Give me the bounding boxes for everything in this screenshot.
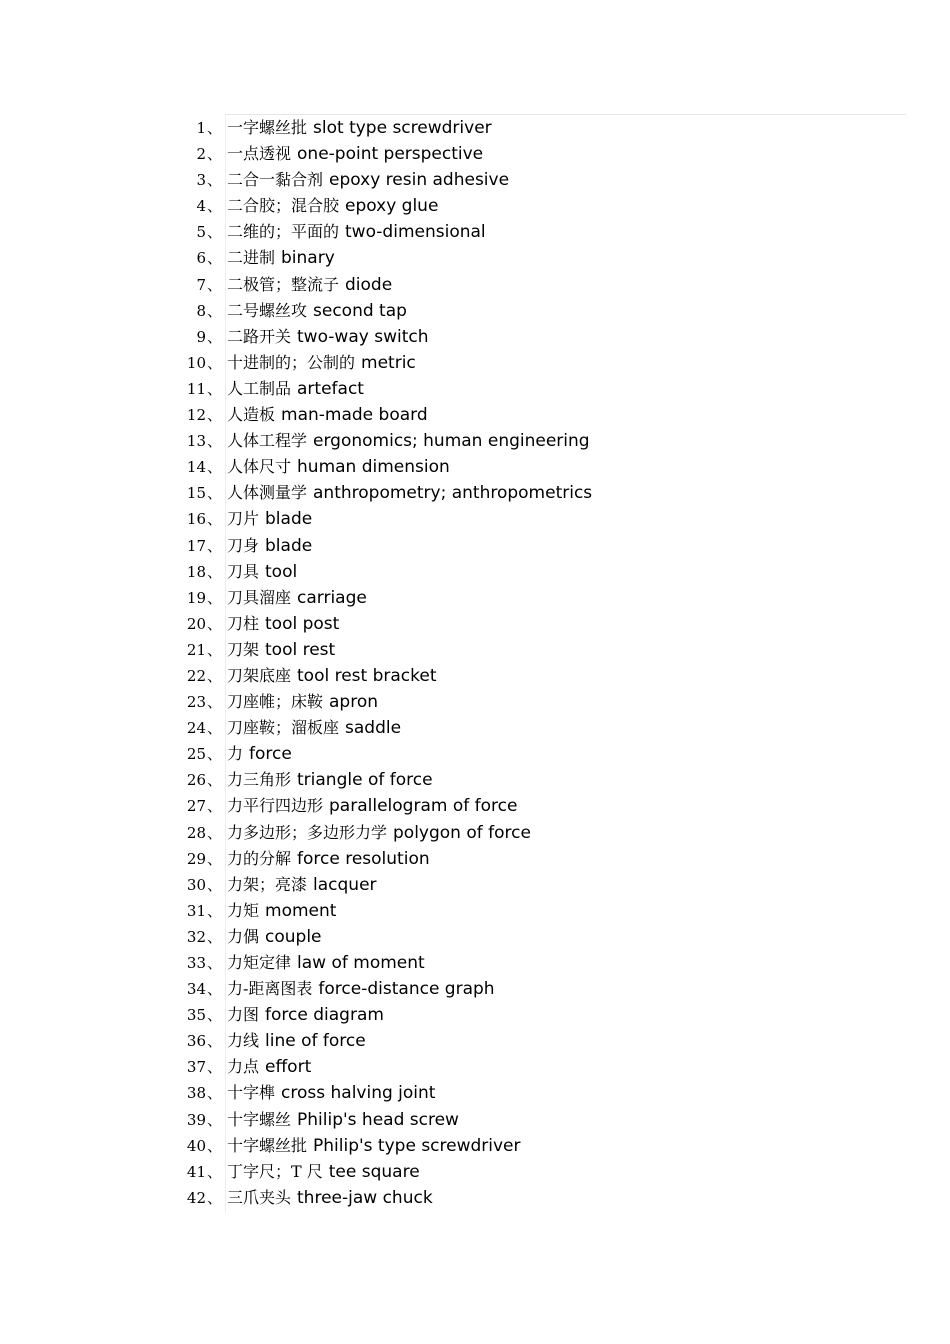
list-item xyxy=(160,741,906,767)
entry-number: 10 xyxy=(186,353,206,372)
entry-english-term: moment xyxy=(265,900,337,921)
entry-chinese-term: 二号螺丝攻 xyxy=(227,300,308,320)
list-item xyxy=(160,324,906,350)
entry-chinese-term: 力三角形 xyxy=(227,770,292,790)
list-item xyxy=(160,1133,906,1159)
list-item xyxy=(160,272,906,298)
entry-number: 28 xyxy=(186,823,206,842)
entry-english-term: couple xyxy=(265,926,322,947)
entry-chinese-term: 力平行四边形 xyxy=(227,796,324,816)
entry-number: 16 xyxy=(186,510,206,529)
list-item xyxy=(160,820,906,846)
entry-separator: 、 xyxy=(207,849,223,868)
list-item xyxy=(160,115,906,141)
list-item xyxy=(160,350,906,376)
entry-separator: 、 xyxy=(207,1110,223,1129)
entry-separator: 、 xyxy=(207,171,223,190)
entry-english-term: cross halving joint xyxy=(281,1083,436,1104)
list-item xyxy=(160,793,906,819)
entry-chinese-term: 二合胶；混合胶 xyxy=(227,196,340,216)
entry-number: 1 xyxy=(196,119,206,137)
list-item xyxy=(160,689,906,715)
entry-separator: 、 xyxy=(207,432,223,451)
entry-english-term: artefact xyxy=(297,378,364,399)
entry-separator: 、 xyxy=(207,640,223,659)
entry-english-term: anthropometry; anthropometrics xyxy=(313,483,593,504)
entry-chinese-term: 力偶 xyxy=(227,926,260,946)
entry-number: 27 xyxy=(186,797,206,816)
entry-separator: 、 xyxy=(207,980,223,999)
entry-separator: 、 xyxy=(207,458,223,477)
entry-chinese-term: 刀架 xyxy=(227,639,260,659)
entry-number: 14 xyxy=(186,458,206,477)
entry-chinese-term: 刀柱 xyxy=(227,613,260,633)
list-item xyxy=(160,506,906,532)
entry-number: 33 xyxy=(186,954,206,972)
entry-chinese-term: 力线 xyxy=(227,1031,260,1051)
entry-number: 24 xyxy=(186,719,206,738)
list-item xyxy=(160,1107,906,1133)
entry-number: 41 xyxy=(186,1162,206,1181)
entry-english-term: force diagram xyxy=(265,1005,384,1026)
entry-english-term: effort xyxy=(265,1057,312,1078)
entry-separator: 、 xyxy=(207,1084,223,1103)
entry-number: 37 xyxy=(186,1058,206,1077)
entry-chinese-term: 一点透视 xyxy=(227,144,292,164)
entry-separator: 、 xyxy=(207,693,223,712)
entry-separator: 、 xyxy=(207,510,223,529)
entry-chinese-term: 刀座鞍；溜板座 xyxy=(227,718,340,738)
list-item xyxy=(160,924,906,950)
list-item xyxy=(160,898,906,924)
entry-english-term: force resolution xyxy=(297,848,430,869)
entry-separator: 、 xyxy=(207,1162,223,1181)
entry-chinese-term: 力多边形；多边形力学 xyxy=(227,822,388,842)
entry-number: 38 xyxy=(186,1084,206,1103)
entry-separator: 、 xyxy=(207,1136,223,1155)
list-item xyxy=(160,611,906,637)
entry-separator: 、 xyxy=(207,379,223,398)
entry-english-term: line of force xyxy=(265,1031,366,1052)
entry-chinese-term: 二路开关 xyxy=(227,326,292,346)
entry-english-term: second tap xyxy=(313,300,407,321)
entry-number: 35 xyxy=(186,1006,206,1025)
entry-number: 21 xyxy=(186,640,206,659)
entry-separator: 、 xyxy=(207,249,223,268)
list-item xyxy=(160,402,906,428)
entry-chinese-term: 人工制品 xyxy=(227,378,292,398)
entry-chinese-term: 力的分解 xyxy=(227,848,292,868)
entry-english-term: human dimension xyxy=(297,457,450,478)
entry-number: 3 xyxy=(196,171,206,190)
entry-number: 13 xyxy=(186,432,206,451)
entry-english-term: diode xyxy=(345,274,393,295)
entry-separator: 、 xyxy=(207,562,223,581)
list-item xyxy=(160,219,906,245)
entry-chinese-term: 刀片 xyxy=(227,509,260,529)
entry-english-term: lacquer xyxy=(313,874,377,895)
entry-english-term: tool xyxy=(265,561,298,582)
entry-separator: 、 xyxy=(207,745,223,764)
entry-english-term: saddle xyxy=(345,718,402,739)
entry-separator: 、 xyxy=(207,771,223,790)
list-item xyxy=(160,1054,906,1080)
entry-separator: 、 xyxy=(207,588,223,607)
entry-chinese-term: 二维的；平面的 xyxy=(227,222,340,242)
list-item xyxy=(160,976,906,1002)
glossary-list xyxy=(160,115,906,1211)
entry-english-term: triangle of force xyxy=(297,770,433,791)
list-item xyxy=(160,167,906,193)
entry-chinese-term: 十字螺丝批 xyxy=(227,1135,308,1155)
entry-english-term: two-way switch xyxy=(297,326,429,347)
list-item xyxy=(160,480,906,506)
entry-separator: 、 xyxy=(207,927,223,946)
entry-english-term: polygon of force xyxy=(393,822,531,843)
entry-separator: 、 xyxy=(207,823,223,842)
entry-chinese-term: 人体工程学 xyxy=(227,431,308,451)
list-item xyxy=(160,559,906,585)
entry-chinese-term: 力矩定律 xyxy=(227,953,292,972)
entry-chinese-term: 十字螺丝 xyxy=(227,1109,292,1129)
entry-number: 25 xyxy=(186,745,206,764)
list-item xyxy=(160,1080,906,1106)
entry-chinese-term: 二合一黏合剂 xyxy=(227,170,324,190)
list-item xyxy=(160,1002,906,1028)
entry-english-term: apron xyxy=(329,692,379,713)
entry-separator: 、 xyxy=(207,1032,223,1051)
list-item xyxy=(160,298,906,324)
entry-chinese-term: 二进制 xyxy=(227,248,276,268)
entry-english-term: three-jaw chuck xyxy=(297,1187,433,1208)
list-item xyxy=(160,193,906,219)
entry-english-term: ergonomics; human engineering xyxy=(313,431,590,452)
entry-english-term: tool rest bracket xyxy=(297,665,437,686)
entry-english-term: carriage xyxy=(297,587,367,608)
entry-chinese-term: 刀具 xyxy=(227,561,260,581)
entry-separator: 、 xyxy=(207,1058,223,1077)
list-item xyxy=(160,1159,906,1185)
entry-number: 11 xyxy=(186,379,206,398)
entry-separator: 、 xyxy=(207,536,223,555)
list-item xyxy=(160,767,906,793)
entry-separator: 、 xyxy=(207,666,223,685)
entry-separator: 、 xyxy=(207,1006,223,1025)
entry-english-term: epoxy glue xyxy=(345,196,439,217)
list-item xyxy=(160,715,906,741)
entry-separator: 、 xyxy=(207,145,223,164)
entry-separator: 、 xyxy=(207,1188,223,1207)
entry-number: 29 xyxy=(186,849,206,868)
entry-separator: 、 xyxy=(207,223,223,242)
entry-separator: 、 xyxy=(207,954,223,972)
entry-chinese-term: 十字榫 xyxy=(227,1083,276,1103)
entry-chinese-term: 力点 xyxy=(227,1057,260,1077)
entry-chinese-term: 丁字尺；T 尺 xyxy=(227,1161,323,1181)
entry-english-term: force xyxy=(249,744,292,765)
entry-english-term: parallelogram of force xyxy=(329,796,518,817)
entry-number: 30 xyxy=(186,875,206,894)
entry-chinese-term: 刀身 xyxy=(227,535,260,555)
entry-chinese-term: 刀架底座 xyxy=(227,665,292,685)
entry-chinese-term: 二极管；整流子 xyxy=(227,274,340,294)
entry-english-term: blade xyxy=(265,509,313,530)
list-item xyxy=(160,846,906,872)
entry-separator: 、 xyxy=(207,901,223,920)
list-item xyxy=(160,454,906,480)
entry-chinese-term: 人体尺寸 xyxy=(227,457,292,477)
entry-english-term: Philip's head screw xyxy=(297,1109,459,1130)
entry-english-term: two-dimensional xyxy=(345,222,486,243)
entry-separator: 、 xyxy=(207,301,223,320)
entry-number: 2 xyxy=(196,145,206,164)
list-item xyxy=(160,950,906,976)
list-item xyxy=(160,1185,906,1211)
entry-separator: 、 xyxy=(207,406,223,425)
entry-separator: 、 xyxy=(207,327,223,346)
entry-number: 20 xyxy=(186,614,206,633)
entry-number: 39 xyxy=(186,1110,206,1129)
entry-chinese-term: 力图 xyxy=(227,1005,260,1025)
entry-separator: 、 xyxy=(207,119,223,137)
entry-number: 34 xyxy=(186,980,206,999)
entry-chinese-term: 三爪夹头 xyxy=(227,1187,292,1207)
entry-separator: 、 xyxy=(207,353,223,372)
entry-chinese-term: 力 xyxy=(227,744,244,764)
entry-english-term: law of moment xyxy=(297,953,425,973)
entry-english-term: Philip's type screwdriver xyxy=(313,1135,521,1156)
entry-number: 17 xyxy=(186,536,206,555)
entry-number: 26 xyxy=(186,771,206,790)
entry-separator: 、 xyxy=(207,484,223,503)
entry-english-term: man-made board xyxy=(281,405,428,426)
list-item xyxy=(160,141,906,167)
entry-number: 40 xyxy=(186,1136,206,1155)
entry-english-term: one-point perspective xyxy=(297,144,484,165)
entry-english-term: force-distance graph xyxy=(318,979,495,1000)
list-item xyxy=(160,872,906,898)
entry-english-term: epoxy resin adhesive xyxy=(329,170,510,191)
entry-separator: 、 xyxy=(207,197,223,216)
entry-number: 19 xyxy=(186,588,206,607)
entry-chinese-term: 十进制的；公制的 xyxy=(227,352,356,372)
entry-number: 23 xyxy=(186,693,206,712)
entry-separator: 、 xyxy=(207,614,223,633)
list-item xyxy=(160,1028,906,1054)
entry-number: 5 xyxy=(196,223,206,242)
entry-number: 7 xyxy=(196,275,206,294)
entry-english-term: binary xyxy=(281,248,335,269)
entry-number: 8 xyxy=(196,301,206,320)
entry-number: 31 xyxy=(186,901,206,920)
entry-chinese-term: 人体测量学 xyxy=(227,483,308,503)
entry-number: 42 xyxy=(186,1188,206,1207)
entry-chinese-term: 力架；亮漆 xyxy=(227,874,308,894)
entry-separator: 、 xyxy=(207,875,223,894)
entry-chinese-term: 一字螺丝批 xyxy=(227,118,308,137)
entry-number: 4 xyxy=(196,197,206,216)
entry-english-term: tool rest xyxy=(265,639,336,660)
entry-english-term: slot type screwdriver xyxy=(313,118,492,138)
entry-chinese-term: 刀座帷；床鞍 xyxy=(227,692,324,712)
entry-chinese-term: 力-距离图表 xyxy=(227,979,313,999)
entry-chinese-term: 力矩 xyxy=(227,900,260,920)
entry-english-term: blade xyxy=(265,535,313,556)
list-item xyxy=(160,637,906,663)
entry-chinese-term: 人造板 xyxy=(227,405,276,425)
entry-number: 9 xyxy=(196,327,206,346)
entry-separator: 、 xyxy=(207,719,223,738)
entry-separator: 、 xyxy=(207,797,223,816)
entry-number: 36 xyxy=(186,1032,206,1051)
entry-chinese-term: 刀具溜座 xyxy=(227,587,292,607)
entry-number: 15 xyxy=(186,484,206,503)
entry-english-term: metric xyxy=(361,352,416,373)
list-item xyxy=(160,533,906,559)
entry-number: 12 xyxy=(186,406,206,425)
entry-number: 22 xyxy=(186,666,206,685)
entry-english-term: tee square xyxy=(328,1161,420,1182)
list-item xyxy=(160,376,906,402)
list-item xyxy=(160,245,906,271)
entry-number: 18 xyxy=(186,562,206,581)
entry-separator: 、 xyxy=(207,275,223,294)
list-item xyxy=(160,663,906,689)
list-item xyxy=(160,585,906,611)
entry-number: 32 xyxy=(186,927,206,946)
entry-english-term: tool post xyxy=(265,613,340,634)
list-item xyxy=(160,428,906,454)
entry-number: 6 xyxy=(196,249,206,268)
